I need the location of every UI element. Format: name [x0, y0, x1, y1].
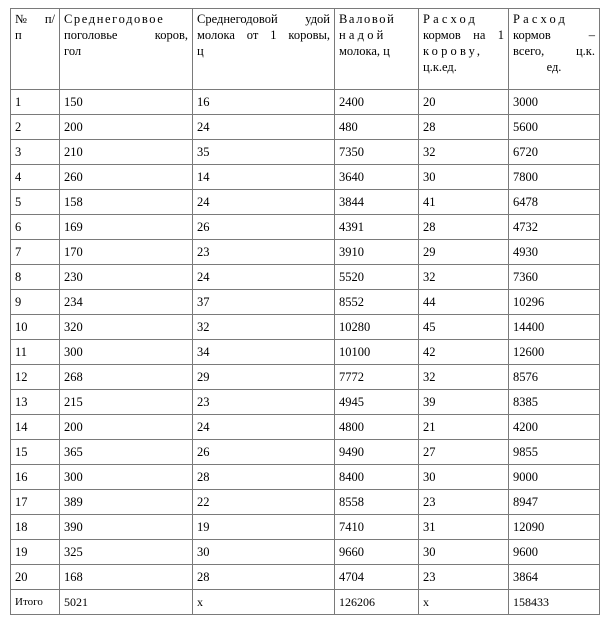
cell-milk-yield: 24: [193, 190, 335, 215]
cell-gross-milk: 4704: [335, 565, 419, 590]
table-row: [11, 365, 600, 390]
cell-feed-total: 12090: [509, 515, 600, 540]
cell-herd-size: 268: [60, 365, 193, 390]
cell-milk-yield: 24: [193, 265, 335, 290]
cell-row-number: 11: [11, 340, 60, 365]
data-table-container: [10, 8, 600, 615]
cell-gross-milk: 3844: [335, 190, 419, 215]
table-body: [11, 90, 600, 615]
cell-milk-yield: 37: [193, 290, 335, 315]
cell-gross-milk: 480: [335, 115, 419, 140]
header-line: поголовье коров,: [64, 28, 188, 42]
header-line: ц.к.ед.: [423, 60, 457, 74]
cell-row-number: 5: [11, 190, 60, 215]
cell-row-number: 20: [11, 565, 60, 590]
total-row: [11, 590, 600, 615]
cell-feed-per-cow: 28: [419, 215, 509, 240]
cell-feed-per-cow: 44: [419, 290, 509, 315]
cell-herd-size: 365: [60, 440, 193, 465]
cell-feed-per-cow: 29: [419, 240, 509, 265]
cell-row-number: 1: [11, 90, 60, 115]
data-table: [10, 8, 600, 615]
cell-herd-size: 200: [60, 115, 193, 140]
cell-milk-yield: 28: [193, 465, 335, 490]
cell-feed-total: 9600: [509, 540, 600, 565]
header-line: гол: [64, 44, 82, 58]
cell-herd-size: 215: [60, 390, 193, 415]
cell-milk-yield: 23: [193, 390, 335, 415]
cell-gross-milk: 3640: [335, 165, 419, 190]
cell-gross-milk: 9660: [335, 540, 419, 565]
cell-feed-per-cow: 32: [419, 140, 509, 165]
table-row: [11, 340, 600, 365]
table-row: [11, 315, 600, 340]
cell-gross-milk: 10280: [335, 315, 419, 340]
cell-milk-yield: 23: [193, 240, 335, 265]
cell-milk-yield: 22: [193, 490, 335, 515]
cell-feed-total: 3000: [509, 90, 600, 115]
cell-herd-size: 320: [60, 315, 193, 340]
cell-feed-per-cow: 30: [419, 540, 509, 565]
header-line: кормов на 1: [423, 28, 504, 42]
cell-milk-yield: 29: [193, 365, 335, 390]
cell-feed-total: 4930: [509, 240, 600, 265]
header-line: надой: [339, 28, 387, 42]
cell-row-number: 3: [11, 140, 60, 165]
header-line: п: [15, 28, 22, 42]
cell-feed-total: 6478: [509, 190, 600, 215]
cell-feed-per-cow: 23: [419, 565, 509, 590]
cell-gross-milk: 9490: [335, 440, 419, 465]
table-row: [11, 515, 600, 540]
cell-feed-total: 7360: [509, 265, 600, 290]
header-line: ц: [197, 44, 204, 58]
cell-gross-milk: 7772: [335, 365, 419, 390]
table-row: [11, 190, 600, 215]
cell-feed-total: 7800: [509, 165, 600, 190]
cell-herd-size: 168: [60, 565, 193, 590]
cell-gross-milk: 7350: [335, 140, 419, 165]
header-line: Среднегодовой удой: [197, 12, 330, 26]
cell-feed-total: 9000: [509, 465, 600, 490]
total-cell: 126206: [335, 590, 419, 615]
cell-feed-per-cow: 30: [419, 465, 509, 490]
cell-gross-milk: 4945: [335, 390, 419, 415]
cell-feed-per-cow: 28: [419, 115, 509, 140]
header-line: кормов –: [513, 28, 595, 42]
cell-row-number: 6: [11, 215, 60, 240]
header-milk-yield: [193, 9, 335, 90]
cell-feed-total: 4200: [509, 415, 600, 440]
table-row: [11, 115, 600, 140]
cell-herd-size: 389: [60, 490, 193, 515]
cell-row-number: 12: [11, 365, 60, 390]
total-label-cell: Итого: [11, 590, 60, 615]
cell-feed-total: 6720: [509, 140, 600, 165]
cell-feed-total: 10296: [509, 290, 600, 315]
cell-milk-yield: 24: [193, 415, 335, 440]
table-row: [11, 140, 600, 165]
cell-feed-total: 5600: [509, 115, 600, 140]
header-feed-total: [509, 9, 600, 90]
cell-herd-size: 300: [60, 465, 193, 490]
table-row: [11, 90, 600, 115]
cell-feed-total: 8947: [509, 490, 600, 515]
cell-milk-yield: 19: [193, 515, 335, 540]
cell-feed-total: 4732: [509, 215, 600, 240]
table-row: [11, 215, 600, 240]
header-gross-milk: [335, 9, 419, 90]
cell-milk-yield: 14: [193, 165, 335, 190]
table-row: [11, 290, 600, 315]
cell-row-number: 18: [11, 515, 60, 540]
cell-feed-per-cow: 42: [419, 340, 509, 365]
cell-row-number: 16: [11, 465, 60, 490]
table-row: [11, 265, 600, 290]
header-herd-size: [60, 9, 193, 90]
cell-herd-size: 210: [60, 140, 193, 165]
cell-gross-milk: 7410: [335, 515, 419, 540]
table-row: [11, 465, 600, 490]
table-row: [11, 415, 600, 440]
cell-milk-yield: 24: [193, 115, 335, 140]
cell-feed-per-cow: 21: [419, 415, 509, 440]
table-row: [11, 490, 600, 515]
header-row: [11, 9, 600, 90]
cell-herd-size: 234: [60, 290, 193, 315]
cell-herd-size: 300: [60, 340, 193, 365]
cell-herd-size: 390: [60, 515, 193, 540]
cell-herd-size: 260: [60, 165, 193, 190]
cell-feed-per-cow: 41: [419, 190, 509, 215]
cell-row-number: 10: [11, 315, 60, 340]
header-line: Валовой: [339, 12, 396, 26]
table-row: [11, 565, 600, 590]
cell-row-number: 2: [11, 115, 60, 140]
cell-row-number: 7: [11, 240, 60, 265]
cell-row-number: 15: [11, 440, 60, 465]
cell-row-number: 8: [11, 265, 60, 290]
header-line: корову,: [423, 44, 484, 58]
cell-gross-milk: 8552: [335, 290, 419, 315]
header-line: Среднегодовое: [64, 12, 165, 26]
header-line: № п/: [15, 12, 55, 26]
cell-milk-yield: 34: [193, 340, 335, 365]
cell-feed-per-cow: 45: [419, 315, 509, 340]
cell-row-number: 4: [11, 165, 60, 190]
table-row: [11, 165, 600, 190]
cell-feed-per-cow: 39: [419, 390, 509, 415]
cell-feed-per-cow: 32: [419, 265, 509, 290]
cell-feed-per-cow: 30: [419, 165, 509, 190]
cell-herd-size: 325: [60, 540, 193, 565]
cell-feed-per-cow: 31: [419, 515, 509, 540]
table-row: [11, 440, 600, 465]
cell-gross-milk: 3910: [335, 240, 419, 265]
header-row-number: [11, 9, 60, 90]
cell-milk-yield: 28: [193, 565, 335, 590]
cell-feed-total: 9855: [509, 440, 600, 465]
cell-milk-yield: 30: [193, 540, 335, 565]
cell-gross-milk: 5520: [335, 265, 419, 290]
cell-feed-total: 3864: [509, 565, 600, 590]
header-feed-per-cow: [419, 9, 509, 90]
cell-row-number: 9: [11, 290, 60, 315]
table-row: [11, 540, 600, 565]
cell-row-number: 14: [11, 415, 60, 440]
total-cell: х: [193, 590, 335, 615]
cell-gross-milk: 4800: [335, 415, 419, 440]
cell-herd-size: 150: [60, 90, 193, 115]
cell-feed-per-cow: 20: [419, 90, 509, 115]
cell-feed-per-cow: 32: [419, 365, 509, 390]
header-line: молока, ц: [339, 44, 390, 58]
header-line: всего, ц.к.: [513, 44, 595, 58]
cell-milk-yield: 32: [193, 315, 335, 340]
cell-herd-size: 158: [60, 190, 193, 215]
cell-herd-size: 200: [60, 415, 193, 440]
total-cell: х: [419, 590, 509, 615]
cell-milk-yield: 35: [193, 140, 335, 165]
table-row: [11, 240, 600, 265]
header-line: Расход: [513, 12, 569, 26]
total-cell: 158433: [509, 590, 600, 615]
cell-milk-yield: 26: [193, 440, 335, 465]
cell-feed-per-cow: 27: [419, 440, 509, 465]
cell-feed-per-cow: 23: [419, 490, 509, 515]
cell-milk-yield: 16: [193, 90, 335, 115]
header-line: ед.: [546, 60, 562, 74]
cell-gross-milk: 4391: [335, 215, 419, 240]
table-row: [11, 390, 600, 415]
cell-feed-total: 8576: [509, 365, 600, 390]
cell-herd-size: 230: [60, 265, 193, 290]
cell-gross-milk: 2400: [335, 90, 419, 115]
cell-row-number: 13: [11, 390, 60, 415]
cell-herd-size: 170: [60, 240, 193, 265]
cell-feed-total: 14400: [509, 315, 600, 340]
cell-row-number: 19: [11, 540, 60, 565]
header-line: Расход: [423, 12, 479, 26]
cell-feed-total: 12600: [509, 340, 600, 365]
cell-gross-milk: 10100: [335, 340, 419, 365]
cell-row-number: 17: [11, 490, 60, 515]
cell-herd-size: 169: [60, 215, 193, 240]
header-line: молока от 1 коровы,: [197, 28, 330, 42]
cell-gross-milk: 8558: [335, 490, 419, 515]
cell-milk-yield: 26: [193, 215, 335, 240]
total-cell: 5021: [60, 590, 193, 615]
cell-feed-total: 8385: [509, 390, 600, 415]
cell-gross-milk: 8400: [335, 465, 419, 490]
